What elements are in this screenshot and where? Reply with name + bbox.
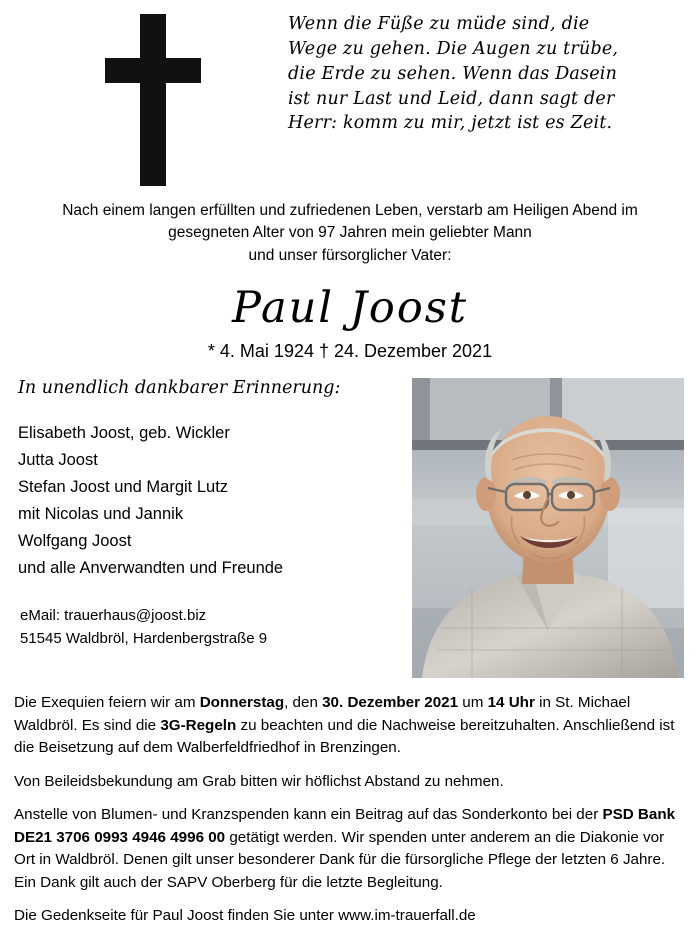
portrait-photo-graphic: [412, 378, 684, 678]
donation-paragraph: [14, 804, 686, 894]
email-line: eMail: trauerhaus@joost.biz: [20, 606, 207, 624]
funeral-date: 30. Dezember 2021: [322, 694, 459, 712]
photo-area: [406, 378, 686, 678]
funeral-text: , den: [284, 694, 323, 712]
birth-death-dates: * 4. Mai 1924 † 24. Dezember 2021: [207, 341, 493, 362]
memorial-page-note: Die Gedenkseite für Paul Joost finden Sie unter www.im-trauerfall.de: [14, 907, 476, 925]
intro-line: Nach einem langen erfüllten und zufriedenen Leben, verstarb am Heiligen Abend im: [62, 202, 638, 219]
donation-text: Anstelle von Blumen- und Kranzspenden kann ein Beitrag auf das Sonderkonto bei der: [14, 806, 603, 824]
remembrance-headline: In unendlich dankbarer Erinnerung:: [18, 378, 341, 399]
funeral-text: zu beachten und die Nachweise bereitzuhalten. Anschließend ist die Beisetzung auf dem Walberfeldfriedhof in Brenzingen.: [14, 716, 675, 757]
list-item: Jutta Joost: [18, 451, 98, 470]
deceased-name: Paul Joost: [231, 283, 469, 334]
list-item: und alle Anverwandten und Freunde: [18, 558, 284, 577]
cross-area: [18, 8, 288, 186]
poem-line: die Erde zu sehen. Wenn das Dasein: [288, 63, 618, 84]
header-section: [0, 0, 700, 186]
condolence-note: Von Beileidsbekundung am Grab bitten wir höflichst Abstand zu nehmen.: [14, 772, 504, 790]
poem-line: Wege zu gehen. Die Augen zu trübe,: [288, 38, 619, 59]
christian-cross-icon: [105, 14, 201, 186]
intro-line: und unser fürsorglicher Vater:: [248, 246, 452, 264]
cross-vertical-bar: [140, 14, 166, 186]
family-block: [14, 378, 406, 678]
intro-text: [0, 200, 700, 267]
poem-line: ist nur Last und Leid, dann sagt der: [288, 88, 615, 109]
funeral-time: 14 Uhr: [487, 694, 535, 712]
funeral-details-section: [0, 678, 700, 928]
poem-line: Wenn die Füße zu müde sind, die: [288, 14, 590, 34]
funeral-weekday: Donnerstag: [199, 694, 285, 712]
list-item: Elisabeth Joost, geb. Wickler: [18, 424, 230, 443]
portrait-photo: [412, 378, 684, 678]
donation-text: getätigt werden. Wir spenden unter anderem an die Diakonie vor Ort in Waldbröl. Denen gilt unser besonderer Dank für die fürsorgliche Pflege der letzten 6 Jahre. Ein Dank gilt auch der SAPV Oberberg für die letzte Begleitung.: [14, 828, 666, 891]
funeral-text: Die Exequien feiern wir am: [14, 694, 200, 712]
list-item: Wolfgang Joost: [18, 531, 132, 550]
intro-line: gesegneten Alter von 97 Jahren mein geliebter Mann: [168, 224, 532, 242]
covid-rules: 3G-Regeln: [160, 716, 237, 734]
poem-block: [288, 8, 682, 136]
funeral-text: um: [458, 694, 488, 712]
address-line: 51545 Waldbröl, Hardenbergstraße 9: [20, 630, 268, 647]
cross-horizontal-bar: [105, 58, 201, 83]
poem-line: Herr: komm zu mir, jetzt ist es Zeit.: [288, 113, 613, 134]
family-and-photo-section: [0, 368, 700, 678]
contact-block: [18, 604, 406, 651]
bank-account: PSD Bank DE21 3706 0993 4946 4996 00: [14, 806, 676, 846]
funeral-paragraph: [14, 692, 686, 760]
funeral-text: in St. Michael Waldbröl. Es sind die: [14, 694, 631, 734]
list-item: mit Nicolas und Jannik: [18, 505, 184, 524]
family-member-list: [18, 420, 406, 581]
list-item: Stefan Joost und Margit Lutz: [18, 478, 229, 497]
